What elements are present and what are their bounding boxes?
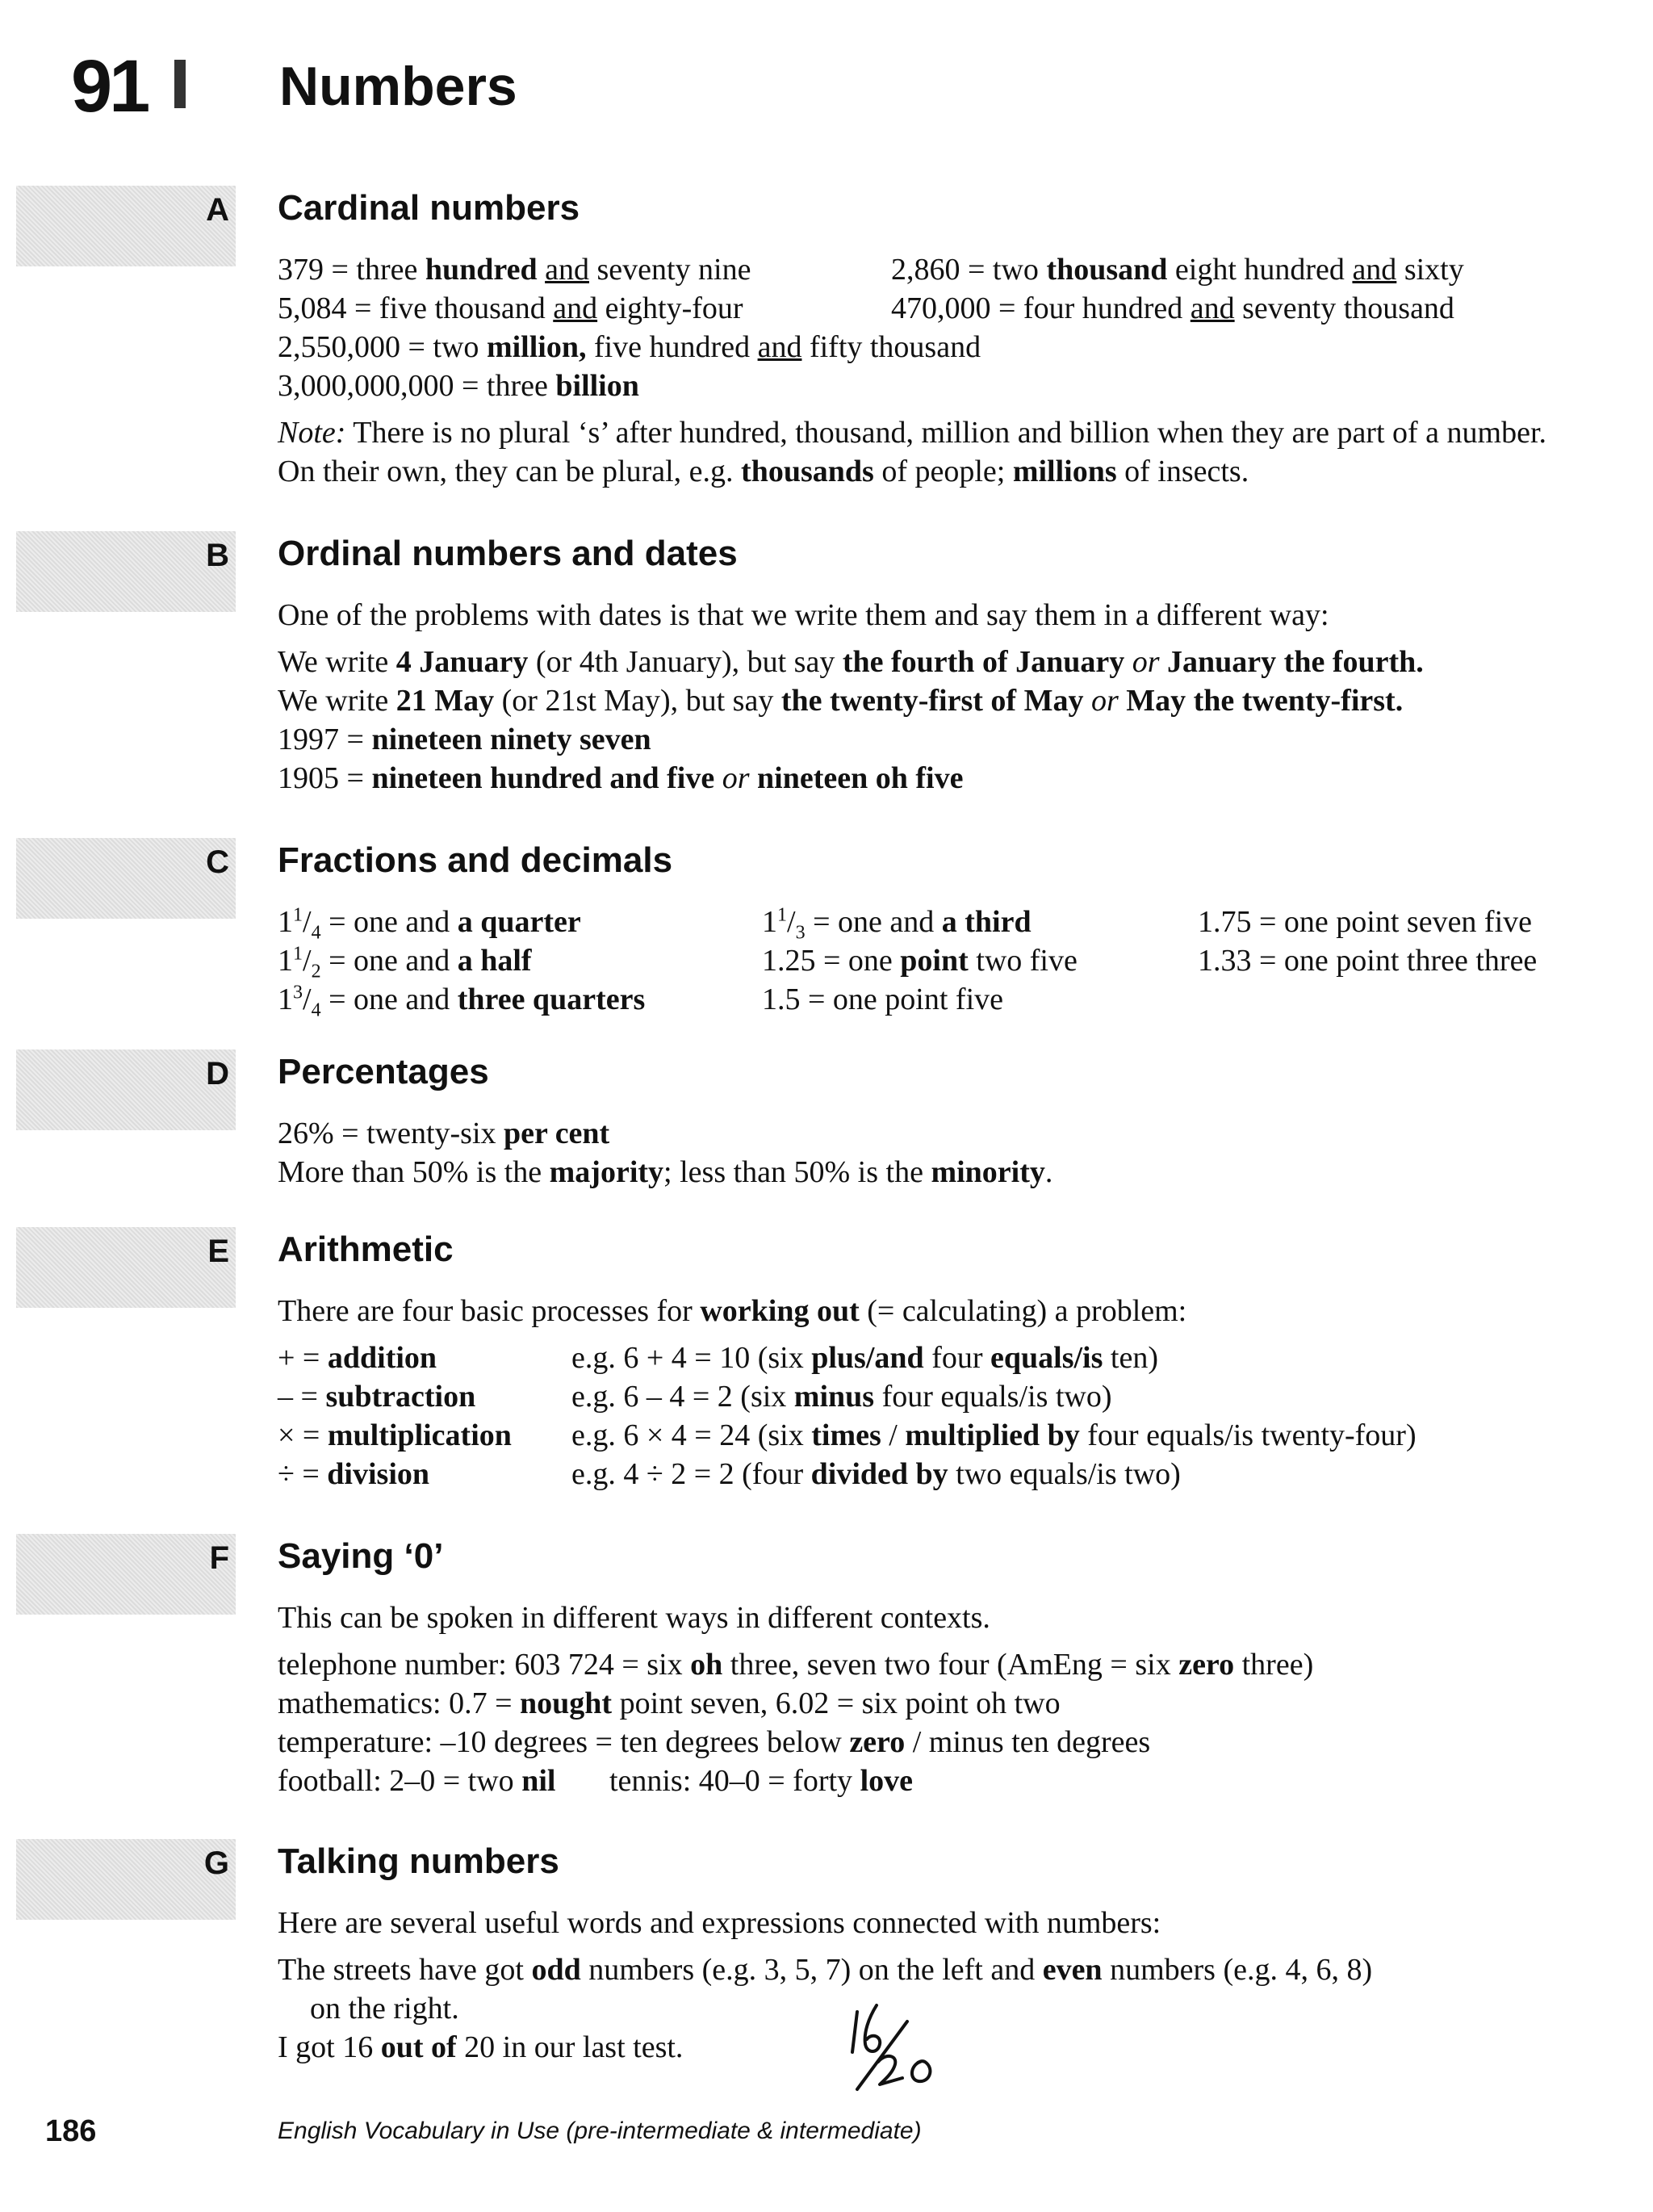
zero-example: mathematics: 0.7 = nought point seven, 6.02 = six point oh two	[278, 1686, 1061, 1720]
section-title: Cardinal numbers	[278, 188, 580, 228]
decimal-item: 1.75 = one point seven five	[1198, 905, 1533, 939]
cardinal-item: 3,000,000,000 = three billion	[278, 369, 639, 403]
arithmetic-grid	[278, 1339, 1585, 1494]
section-title: Ordinal numbers and dates	[278, 534, 738, 573]
operation-name: + = addition	[278, 1341, 437, 1375]
section-tab-d	[16, 1049, 236, 1130]
operation-example: e.g. 6 × 4 = 24 (six times / multiplied by four equals/is twenty-four)	[571, 1418, 1417, 1452]
cardinal-item: 2,550,000 = two million, five hundred and fifty thousand	[278, 330, 981, 364]
section-tab-f	[16, 1534, 236, 1615]
cardinal-item: 470,000 = four hundred and seventy thousand	[891, 291, 1454, 325]
percent-example: More than 50% is the majority; less than 50% is the minority.	[278, 1155, 1053, 1189]
section-tab-e	[16, 1227, 236, 1308]
section-body	[278, 903, 1585, 1019]
zero-example: telephone number: 603 724 = six oh three, seven two four (AmEng = six zero three)	[278, 1648, 1314, 1682]
section-tab-b	[16, 531, 236, 612]
fraction-item: $1^3/_4$ = one and three quarters	[278, 982, 646, 1021]
section-body	[278, 250, 1585, 491]
date-example: We write 4 January (or 4th January), but say the fourth of January or January the fourth.	[278, 645, 1424, 679]
talking-example: The streets have got odd numbers (e.g. 3, 5, 7) on the left and even numbers (e.g. 4, 6, 8)	[278, 1953, 1373, 1987]
year-example: 1997 = nineteen ninety seven	[278, 723, 651, 756]
section-title: Saying ‘0’	[278, 1536, 444, 1576]
zero-example: temperature: –10 degrees = ten degrees below zero / minus ten degrees	[278, 1725, 1151, 1759]
section-title: Talking numbers	[278, 1841, 559, 1881]
decimals-col	[1198, 903, 1601, 1019]
section-tab-a	[16, 186, 236, 266]
percent-example: 26% = twenty-six per cent	[278, 1116, 610, 1150]
decimal-item: 1.33 = one point three three	[1198, 944, 1538, 978]
section-letter: C	[206, 844, 229, 880]
talking-example: I got 16 out of 20 in our last test.	[278, 2030, 684, 2064]
operation-name: × = multiplication	[278, 1418, 512, 1452]
unit-number-bar	[174, 60, 186, 108]
fraction-item: $1^1/_4$ = one and a quarter	[278, 904, 581, 944]
page-number: 186	[45, 2114, 97, 2148]
page-title: Numbers	[279, 56, 517, 117]
section-body	[278, 1292, 1585, 1494]
section-letter: A	[206, 192, 229, 228]
zero-example: football: 2–0 = two nil tennis: 40–0 = forty love	[278, 1764, 913, 1798]
cardinal-item: 379 = three hundred and seventy nine	[278, 253, 751, 287]
fraction-item: $1^1/_3$ = one and a third	[762, 904, 1032, 944]
operation-example: e.g. 4 ÷ 2 = 2 (four divided by two equals/is two)	[571, 1457, 1181, 1491]
cardinal-item: 5,084 = five thousand and eighty-four	[278, 291, 743, 325]
operation-example: e.g. 6 – 4 = 2 (six minus four equals/is two)	[571, 1380, 1112, 1414]
section-title: Fractions and decimals	[278, 840, 673, 880]
unit-number: 91	[71, 45, 148, 128]
section-title: Arithmetic	[278, 1230, 454, 1269]
fractions-col	[278, 903, 762, 1019]
section-letter: E	[207, 1234, 229, 1269]
decimal-item: 1.5 = one point five	[762, 982, 1003, 1016]
intro-text: One of the problems with dates is that we write them and say them in a different way:	[278, 598, 1329, 632]
fraction-item: $1^1/_2$ = one and a half	[278, 943, 532, 982]
book-title: English Vocabulary in Use (pre-intermediate & intermediate)	[278, 2118, 922, 2144]
section-letter: G	[203, 1845, 229, 1881]
fractions-col	[762, 903, 1198, 1019]
section-letter: B	[206, 538, 229, 573]
operation-name: – = subtraction	[278, 1380, 476, 1414]
section-title: Percentages	[278, 1052, 489, 1091]
section-letter: D	[206, 1056, 229, 1091]
intro-text: Here are several useful words and expressions connected with numbers:	[278, 1906, 1161, 1940]
operation-name: ÷ = division	[278, 1457, 430, 1491]
intro-text: This can be spoken in different ways in different contexts.	[278, 1601, 990, 1635]
date-example: We write 21 May (or 21st May), but say the twenty-first of May or May the twenty-first.	[278, 684, 1404, 718]
section-tab-c	[16, 838, 236, 919]
fractions-grid	[278, 903, 1585, 1019]
decimal-item: 1.25 = one point two five	[762, 944, 1078, 978]
cardinal-grid	[278, 250, 1585, 328]
section-tab-g	[16, 1839, 236, 1920]
cardinal-item: 2,860 = two thousand eight hundred and sixty	[891, 253, 1464, 287]
note: Note: There is no plural ‘s’ after hundred, thousand, million and billion when they are part of a number. On their own, they can be plural, e.g. thousands of people; millions of insects.	[278, 416, 1547, 488]
operation-example: e.g. 6 + 4 = 10 (six plus/and four equals/is ten)	[571, 1341, 1158, 1375]
section-body	[278, 1114, 1585, 1192]
handwritten-score	[839, 1994, 985, 2099]
intro-text: There are four basic processes for working out (= calculating) a problem:	[278, 1294, 1187, 1328]
section-letter: F	[209, 1540, 229, 1576]
talking-example-cont: on the right.	[310, 1992, 459, 2026]
year-example: 1905 = nineteen hundred and five or nineteen oh five	[278, 761, 964, 795]
section-body	[278, 596, 1585, 798]
section-body	[278, 1598, 1585, 1800]
